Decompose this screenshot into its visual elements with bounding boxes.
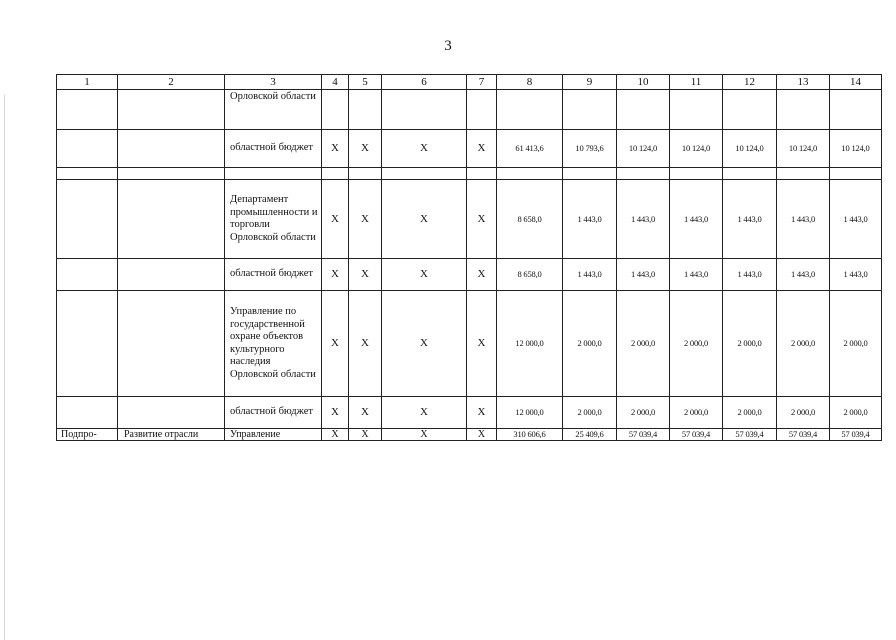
cell-col7: X	[467, 429, 497, 441]
cell-col6: X	[382, 259, 467, 291]
cell-col7: X	[467, 291, 497, 397]
cell-year: 2 000,0	[617, 291, 670, 397]
cell-year: 10 124,0	[617, 130, 670, 168]
cell-year	[830, 90, 882, 130]
cell-year	[723, 168, 777, 180]
cell-col5	[349, 168, 382, 180]
cell-name	[118, 90, 225, 130]
cell-year	[723, 90, 777, 130]
column-header: 8	[497, 75, 563, 90]
cell-year: 2 000,0	[563, 291, 617, 397]
cell-col7: X	[467, 259, 497, 291]
cell-total: 61 413,6	[497, 130, 563, 168]
cell-subprogram	[57, 180, 118, 259]
cell-total: 12 000,0	[497, 291, 563, 397]
cell-executor: областной бюджет	[225, 259, 322, 291]
cell-year: 57 039,4	[670, 429, 723, 441]
cell-col6	[382, 168, 467, 180]
cell-col4: X	[322, 130, 349, 168]
cell-subprogram	[57, 291, 118, 397]
cell-col7: X	[467, 180, 497, 259]
cell-year: 10 124,0	[670, 130, 723, 168]
cell-year: 2 000,0	[670, 397, 723, 429]
cell-total: 8 658,0	[497, 180, 563, 259]
cell-year: 1 443,0	[830, 180, 882, 259]
column-header: 14	[830, 75, 882, 90]
cell-year: 2 000,0	[830, 397, 882, 429]
cell-executor: областной бюджет	[225, 130, 322, 168]
cell-subprogram	[57, 397, 118, 429]
cell-col5: X	[349, 130, 382, 168]
column-header: 12	[723, 75, 777, 90]
cell-year: 57 039,4	[830, 429, 882, 441]
cell-year: 10 793,6	[563, 130, 617, 168]
cell-subprogram	[57, 90, 118, 130]
scan-edge-line	[4, 95, 5, 640]
cell-year	[563, 90, 617, 130]
cell-year	[563, 168, 617, 180]
cell-year	[670, 168, 723, 180]
header-row	[57, 75, 882, 90]
cell-subprogram	[57, 259, 118, 291]
cell-year: 25 409,6	[563, 429, 617, 441]
column-header: 11	[670, 75, 723, 90]
cell-year	[670, 90, 723, 130]
cell-col4: X	[322, 291, 349, 397]
table-row	[57, 259, 882, 291]
cell-col6: X	[382, 180, 467, 259]
cell-col4: X	[322, 180, 349, 259]
table-row	[57, 291, 882, 397]
cell-year: 2 000,0	[830, 291, 882, 397]
column-header: 9	[563, 75, 617, 90]
cell-col5: X	[349, 429, 382, 441]
cell-year	[830, 168, 882, 180]
cell-year: 1 443,0	[670, 259, 723, 291]
cell-col5	[349, 90, 382, 130]
cell-name	[118, 168, 225, 180]
table-row	[57, 397, 882, 429]
column-header: 1	[57, 75, 118, 90]
column-header: 10	[617, 75, 670, 90]
cell-col5: X	[349, 291, 382, 397]
cell-year: 57 039,4	[777, 429, 830, 441]
cell-subprogram	[57, 168, 118, 180]
cell-col7: X	[467, 397, 497, 429]
cell-col4	[322, 168, 349, 180]
cell-year: 2 000,0	[563, 397, 617, 429]
cell-year	[617, 90, 670, 130]
cell-col7	[467, 168, 497, 180]
cell-year: 1 443,0	[617, 180, 670, 259]
cell-executor: Департамент промышленности и торговли Орловской области	[225, 180, 322, 259]
budget-table	[56, 74, 882, 441]
cell-year: 57 039,4	[617, 429, 670, 441]
cell-year	[617, 168, 670, 180]
cell-col5: X	[349, 397, 382, 429]
cell-name: Развитие отрасли	[118, 429, 225, 441]
cell-year: 2 000,0	[670, 291, 723, 397]
cell-executor	[225, 168, 322, 180]
cell-col6: X	[382, 130, 467, 168]
column-header: 3	[225, 75, 322, 90]
cell-col6: X	[382, 291, 467, 397]
table-row	[57, 180, 882, 259]
cell-col6: X	[382, 397, 467, 429]
cell-total: 8 658,0	[497, 259, 563, 291]
column-header: 5	[349, 75, 382, 90]
cell-year: 2 000,0	[723, 291, 777, 397]
cell-year: 1 443,0	[563, 180, 617, 259]
cell-name	[118, 259, 225, 291]
cell-year: 1 443,0	[670, 180, 723, 259]
column-header: 6	[382, 75, 467, 90]
cell-subprogram: Подпро-	[57, 429, 118, 441]
cell-year: 2 000,0	[617, 397, 670, 429]
cell-total	[497, 168, 563, 180]
cell-year: 1 443,0	[830, 259, 882, 291]
cell-year: 57 039,4	[723, 429, 777, 441]
table-row	[57, 130, 882, 168]
cell-col5: X	[349, 180, 382, 259]
cell-subprogram	[57, 130, 118, 168]
cell-year: 10 124,0	[777, 130, 830, 168]
cell-year: 1 443,0	[777, 259, 830, 291]
cell-col4: X	[322, 259, 349, 291]
cell-col4: X	[322, 429, 349, 441]
cell-col4: X	[322, 397, 349, 429]
table-row	[57, 168, 882, 180]
cell-col4	[322, 90, 349, 130]
cell-name	[118, 130, 225, 168]
cell-year: 1 443,0	[777, 180, 830, 259]
cell-year: 1 443,0	[563, 259, 617, 291]
cell-year: 10 124,0	[723, 130, 777, 168]
cell-total: 12 000,0	[497, 397, 563, 429]
column-header: 2	[118, 75, 225, 90]
cell-total: 310 606,6	[497, 429, 563, 441]
cell-executor: Управление	[225, 429, 322, 441]
cell-col5: X	[349, 259, 382, 291]
cell-year: 1 443,0	[723, 259, 777, 291]
cell-name	[118, 397, 225, 429]
page-number: 3	[444, 38, 452, 54]
cell-name	[118, 180, 225, 259]
cell-year	[777, 168, 830, 180]
cell-col6: X	[382, 429, 467, 441]
column-header: 7	[467, 75, 497, 90]
cell-year: 2 000,0	[777, 291, 830, 397]
cell-executor: Управление по государственной охране объектов культурного наследия Орловской области	[225, 291, 322, 397]
cell-year	[777, 90, 830, 130]
cell-col7	[467, 90, 497, 130]
cell-year: 2 000,0	[723, 397, 777, 429]
cell-col7: X	[467, 130, 497, 168]
table-row	[57, 90, 882, 130]
cell-year: 10 124,0	[830, 130, 882, 168]
cell-year: 1 443,0	[617, 259, 670, 291]
cell-year: 1 443,0	[723, 180, 777, 259]
cell-col6	[382, 90, 467, 130]
cell-total	[497, 90, 563, 130]
cell-executor: Орловской области	[225, 90, 322, 130]
column-header: 4	[322, 75, 349, 90]
cell-year: 2 000,0	[777, 397, 830, 429]
column-header: 13	[777, 75, 830, 90]
cell-executor: областной бюджет	[225, 397, 322, 429]
table-row	[57, 429, 882, 441]
cell-name	[118, 291, 225, 397]
